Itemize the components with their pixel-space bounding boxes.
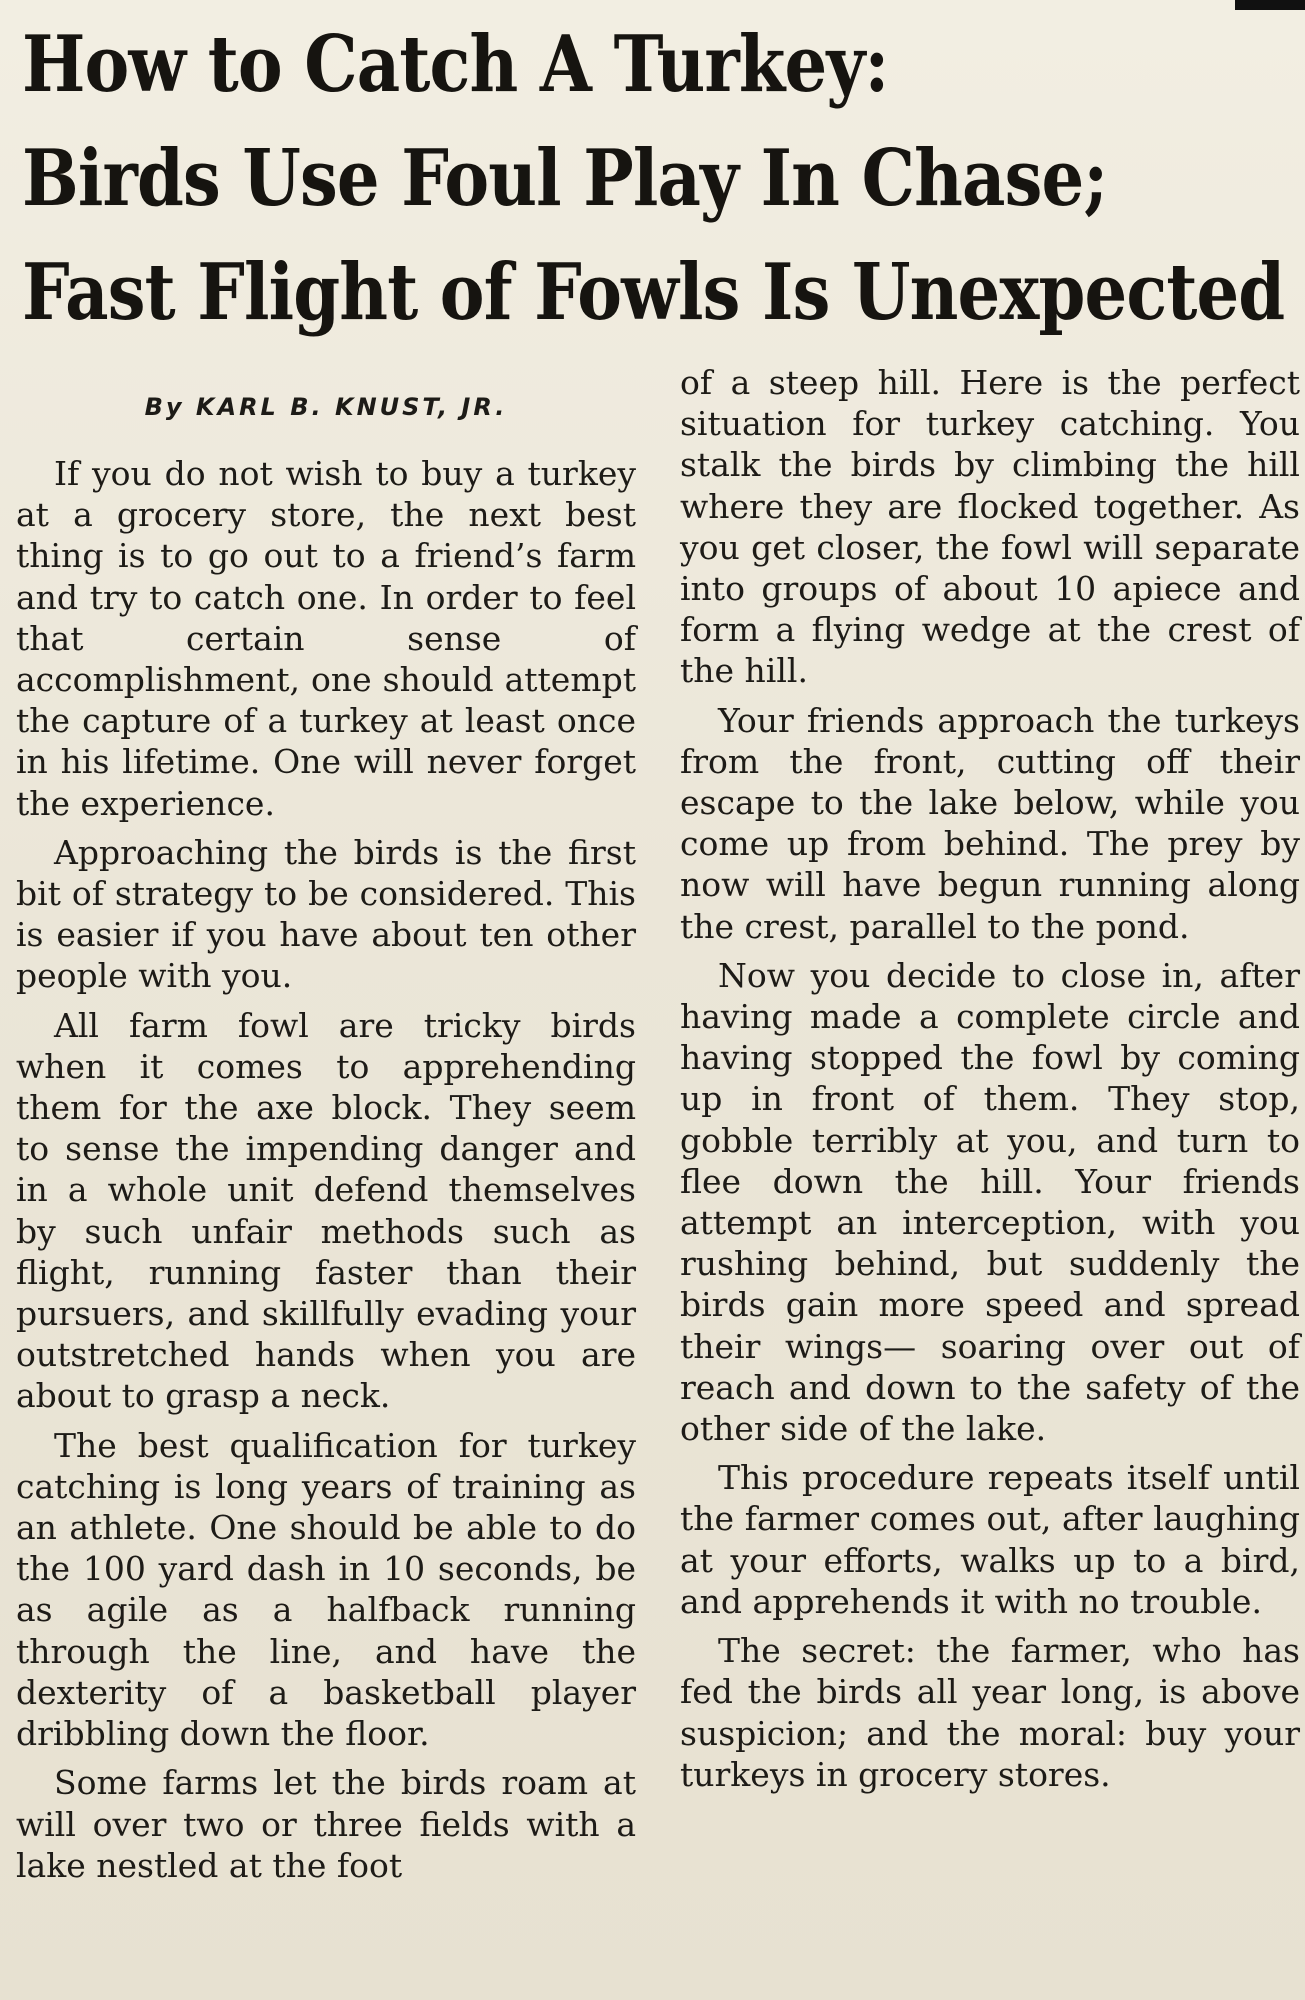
paragraph-5: Some farms let the birds roam at will over two or three fields with a lake nestled at the foot	[16, 1763, 636, 1885]
paragraph-9: The secret: the farmer, who has fed the birds all year long, is above suspicion; and the moral: buy your turkeys in grocery stores.	[680, 1631, 1300, 1794]
paragraph-6: Your friends approach the turkeys from the front, cutting off their escape to the lake below, while you come up from behind. The prey by now will have begun running along the crest, parallel to the pond.	[680, 700, 1300, 946]
headline	[22, 8, 1285, 350]
article-column-left	[16, 362, 636, 1886]
paragraph-1: If you do not wish to buy a turkey at a grocery store, the next best thing is to go out to a friend’s farm and try to catch one. In order to feel that certain sense of accomplishment, one should attempt the capture of a turkey at least once in his lifetime. One will never forget the experience.	[16, 454, 636, 823]
paragraph-7: Now you decide to close in, after having made a complete circle and having stopped the fowl by coming up in front of them. They stop, gobble terribly at you, and turn to flee down the hill. Your friends attempt an interception, with you rushing behind, but suddenly the birds gain more speed and spread their wings— soaring over out of reach and down to the safety of the other side of the lake.	[680, 955, 1300, 1449]
headline-line-2: Birds Use Foul Play In Chase;	[22, 133, 1108, 224]
headline-line-1: How to Catch A Turkey:	[22, 19, 889, 110]
paragraph-2: Approaching the birds is the first bit of strategy to be considered. This is easier if you have about ten other people with you.	[16, 832, 636, 996]
print-edge-mark	[1235, 0, 1305, 10]
paragraph-8: This procedure repeats itself until the farmer comes out, after laughing at your efforts, walks up to a bird, and apprehends it with no trouble.	[680, 1458, 1300, 1621]
headline-line-3: Fast Flight of Fowls Is Unexpected	[22, 247, 1285, 338]
paragraph-5-continued: of a steep hill. Here is the perfect situation for turkey catching. You stalk the birds by climbing the hill where they are flocked together. As you get closer, the fowl will separate into groups of about 10 apiece and form a flying wedge at the crest of the hill.	[680, 363, 1300, 691]
paragraph-3: All farm fowl are tricky birds when it comes to apprehending them for the axe block. They seem to sense the impending danger and in a whole unit defend themselves by such unfair methods such as flight, running faster than their pursuers, and skillfully evading your outstretched hands when you are about to grasp a neck.	[16, 1005, 636, 1416]
byline: By KARL B. KNUST, JR.	[144, 393, 508, 421]
article-column-right	[680, 362, 1300, 1795]
paragraph-4: The best qualification for turkey catching is long years of training as an athlete. One should be able to do the 100 yard dash in 10 seconds, be as agile as a halfback running through the line, and have the dexterity of a basketball player dribbling down the floor.	[16, 1425, 636, 1754]
